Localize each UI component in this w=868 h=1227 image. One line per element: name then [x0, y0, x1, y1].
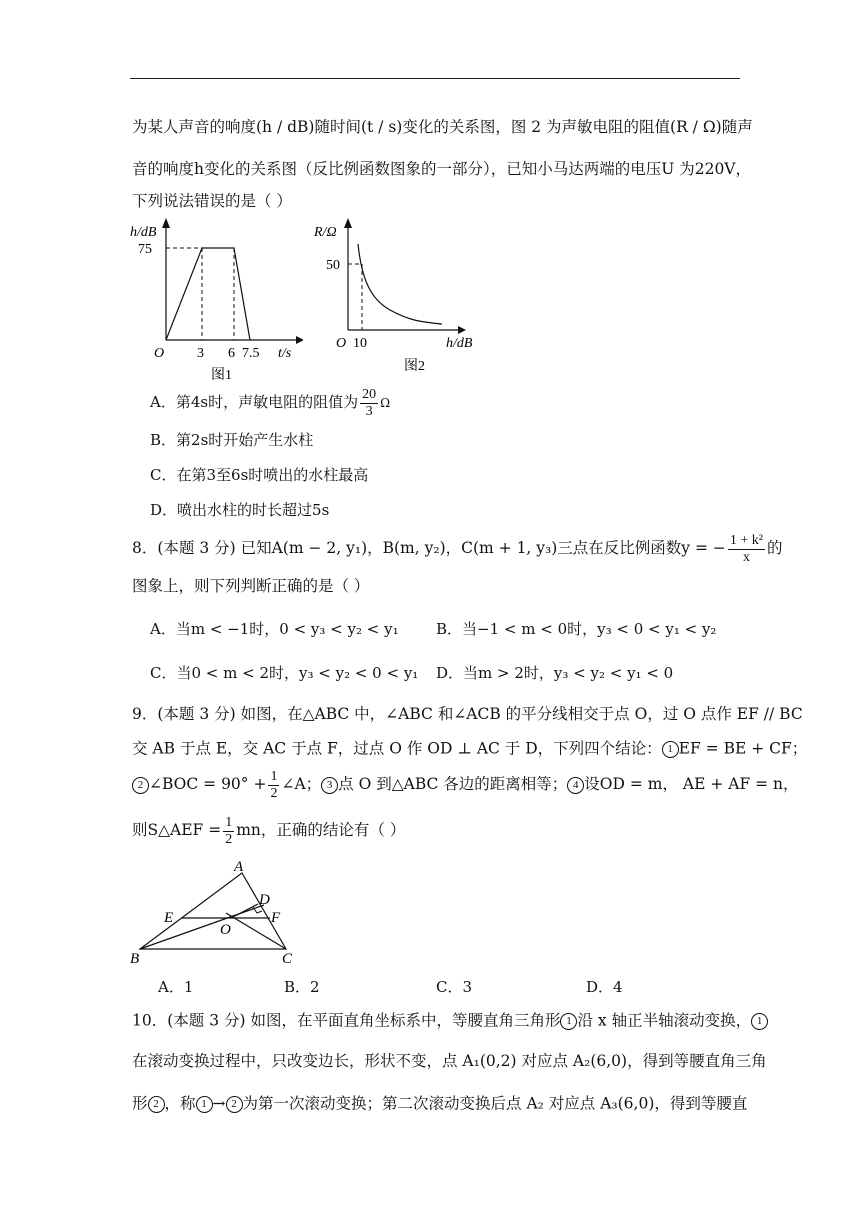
fig1-y-arrow	[162, 218, 170, 228]
q7-option-d: D．喷出水柱的时长超过5s	[150, 501, 330, 519]
label-b: B	[130, 951, 140, 967]
fig1-curve	[166, 248, 250, 340]
fig2-ytick: 50	[326, 258, 340, 273]
q8-option-d: D．当m > 2时，y₃ < y₂ < y₁ < 0	[436, 664, 674, 682]
q7-option-a	[150, 384, 390, 424]
circled-4: 4	[567, 777, 584, 794]
q7-stem-line1: 为某人声音的响度(h / dB)随时间(t / s)变化的关系图，图 2 为声敏电阻的阻值(R / Ω)随声	[132, 118, 753, 136]
fig1-xlabel: t/s	[278, 346, 292, 361]
q9-triangle-figure	[126, 856, 306, 968]
q7-option-b: B．第2s时开始产生水柱	[150, 431, 314, 449]
q7-option-a-unit: Ω	[380, 396, 391, 410]
label-f: F	[271, 910, 281, 926]
fig2-caption: 图2	[404, 359, 425, 374]
label-a: A	[234, 859, 244, 875]
triangle-abc	[140, 873, 286, 949]
figure-1-graph	[128, 212, 303, 382]
q9-stem-line1: 9．(本题 3 分) 如图，在△ABC 中，∠ABC 和∠ACB 的平分线相交于点 O，过 O 点作 EF // BC	[132, 705, 803, 723]
fig1-xtick-7-5: 7.5	[242, 346, 260, 361]
q9-stem-line3: 2 ∠BOC = 90° + $\frac{1}{2}$ ∠A； 3 点 O 到△ABC 各边的距离相等； 4 设OD = m， AE + AF = n，	[132, 766, 799, 806]
q8-function-fraction: $\frac{\text{1 + k²}}{x}$	[729, 532, 763, 565]
circled-1: 1	[662, 741, 679, 758]
q7-option-c: C．在第3至6s时喷出的水柱最高	[150, 466, 369, 484]
q10-stem-line3: 形 2 ，称 1 → 2 为第一次滚动变换；第二次滚动变换后点 A₂ 对应点 A₃(6,0)，得到等腰直	[132, 1094, 748, 1113]
q7-option-a-fraction: $\frac{20}{3}$	[362, 386, 377, 419]
segment-od	[231, 904, 258, 918]
fig2-y-arrow	[344, 218, 352, 228]
fig1-caption: 图1	[211, 368, 232, 382]
q10-stem-line1: 10．(本题 3 分) 如图，在平面直角坐标系中，等腰直角三角形 1 沿 x 轴正半轴滚动变换， 1	[132, 1013, 768, 1030]
q9-area-fraction: $\frac{1}{2}$	[225, 814, 233, 847]
fig1-xtick-3: 3	[197, 346, 204, 361]
q9-option-a: A．1	[158, 978, 194, 996]
q10-stem-line2: 在滚动变换过程中，只改变边长，形状不变，点 A₁(0,2) 对应点 A₂(6,0)，得到等腰直角三角	[132, 1052, 767, 1070]
label-e: E	[164, 910, 174, 926]
q9-option-c: C．3	[436, 978, 473, 996]
circled-2: 2	[148, 1096, 165, 1113]
q7-stem-line2: 音的响度h变化的关系图（反比例函数图象的一部分），已知小马达两端的电压U 为220V，	[132, 160, 752, 178]
figure-2-graph	[310, 212, 482, 382]
fig2-x-arrow	[458, 326, 466, 334]
fig1-ylabel: h/dB	[130, 225, 157, 240]
label-c: C	[282, 951, 293, 967]
fig2-origin: O	[336, 336, 347, 351]
q8-stem-line1	[132, 530, 783, 570]
circled-1: 1	[196, 1096, 213, 1113]
header-rule	[130, 78, 740, 79]
q9-half-fraction: $\frac{1}{2}$	[270, 768, 278, 801]
label-o: O	[220, 922, 231, 938]
circled-2: 2	[226, 1096, 243, 1113]
q8-option-b: B．当−1 < m < 0时，y₃ < 0 < y₁ < y₂	[436, 620, 717, 638]
label-d: D	[259, 892, 270, 908]
q8-stem-end: 的	[766, 539, 783, 557]
circled-3: 3	[321, 777, 338, 794]
fig1-origin: O	[154, 346, 165, 361]
q8-option-c: C．当0 < m < 2时，y₃ < y₂ < 0 < y₁	[150, 664, 419, 682]
fig1-xtick-6: 6	[228, 346, 235, 361]
q8-option-a: A．当m < −1时，0 < y₃ < y₂ < y₁	[150, 620, 399, 638]
fig2-ylabel: R/Ω	[314, 225, 337, 240]
fig2-xtick-10: 10	[353, 336, 367, 351]
q7-option-a-text: A．第4s时，声敏电阻的阻值为	[150, 393, 359, 411]
q7-stem-line3: 下列说法错误的是（ ）	[132, 192, 292, 210]
q9-option-d: D．4	[586, 978, 623, 996]
q9-stem-line4: 则S△AEF = $\frac{1}{2}$ mn，正确的结论有（ ）	[132, 814, 406, 847]
bisector-b	[140, 905, 264, 949]
q9-option-b: B．2	[284, 978, 320, 996]
fig2-curve	[358, 244, 442, 324]
circled-1: 1	[560, 1013, 577, 1030]
q8-stem-line2: 图象上，则下列判断正确的是（ ）	[132, 577, 370, 595]
q8-stem-text: 8．(本题 3 分) 已知A(m − 2, y₁)，B(m, y₂)，C(m + 1, y₃)三点在反比例函数y = −	[132, 539, 726, 557]
circled-1: 1	[751, 1013, 768, 1030]
circled-2: 2	[132, 777, 149, 794]
q9-stem-line2: 交 AB 于点 E，交 AC 于点 F，过点 O 作 OD ⊥ AC 于 D，下列四个结论： 1 EF = BE + CF；	[132, 739, 808, 758]
fig1-ytick: 75	[138, 242, 152, 257]
fig1-x-arrow	[296, 336, 303, 344]
fig2-xlabel: h/dB	[446, 336, 473, 351]
